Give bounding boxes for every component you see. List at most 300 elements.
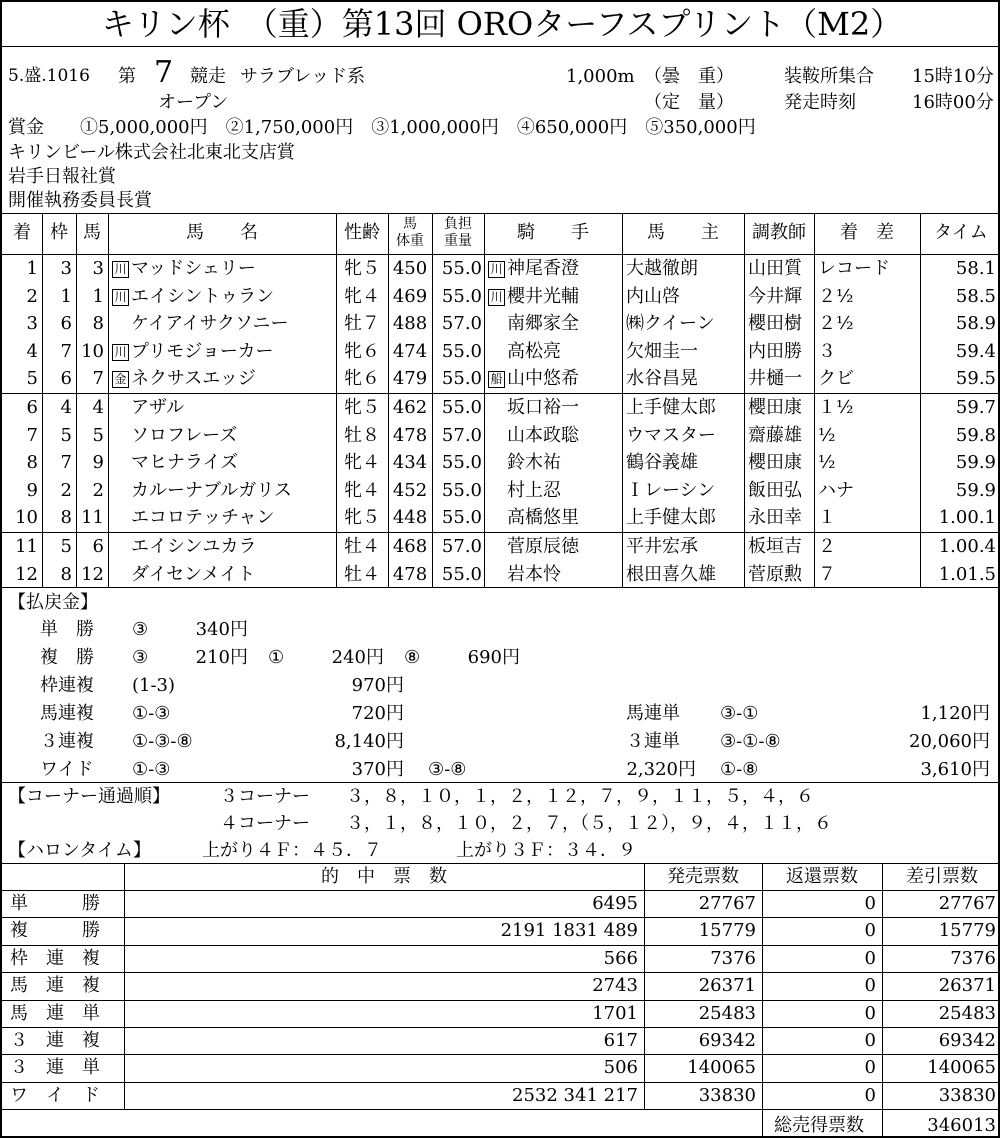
votes-net: 69342 (938, 1030, 996, 1051)
col-trainer: 調教師 (752, 222, 806, 243)
result-frame: 4 (60, 397, 72, 418)
payout-wide-combo-3: ①-⑧ (720, 759, 759, 780)
payout-umaren-combo: ①-③ (132, 703, 171, 724)
payout-fukusho-combo-2: ① (268, 647, 285, 668)
votes-hits: 506 (603, 1057, 638, 1079)
votes-row-border (2, 972, 998, 973)
prize-money: 賞金 ①5,000,000円 ②1,750,000円 ③1,000,000円 ④650,000円 ⑤350,000円 (8, 117, 756, 138)
votes-top-border (2, 863, 998, 864)
result-jockey-text: 菅原辰徳 (507, 536, 579, 557)
result-weight: 448 (392, 507, 428, 529)
result-weight: 468 (392, 536, 428, 557)
result-horse-text: ネクサスエッジ (131, 368, 256, 390)
result-sexage: 牝４ (344, 452, 380, 474)
votes-refund: 0 (864, 975, 876, 997)
result-burden: 55.0 (441, 563, 482, 585)
result-time: 59.5 (955, 368, 996, 390)
result-frame: 5 (60, 536, 72, 557)
result-weight: 434 (392, 452, 428, 474)
result-horse (112, 561, 336, 588)
result-rank: 7 (26, 424, 38, 446)
payout-wide-amount-2: 2,320円 (626, 759, 696, 780)
result-jockey (488, 310, 622, 337)
votes-refund: 0 (864, 1002, 876, 1024)
furlong-title: 【ハロンタイム】 (8, 840, 151, 861)
col-burden-top: 負担 (444, 216, 472, 232)
votes-refund: 0 (864, 920, 876, 942)
result-time: 58.5 (955, 285, 996, 307)
votes-net: 26371 (938, 975, 996, 997)
result-horse (112, 338, 336, 365)
payout-wide-amount-3: 3,610円 (920, 759, 990, 780)
result-sexage: 牡４ (344, 563, 380, 585)
result-jockey-text: 南郷家全 (507, 313, 579, 335)
breed: サラブレッド系 (240, 66, 366, 87)
result-horse-text: プリモジョーカー (131, 340, 274, 362)
votes-net: 7376 (950, 947, 996, 969)
votes-sold: 27767 (698, 893, 756, 914)
payout-umatan-label: 馬連単 (626, 703, 680, 724)
result-time: 1.00.1 (938, 507, 996, 529)
payout-fukusho-combo-3: ⑧ (404, 647, 421, 668)
result-margin: ２½ (818, 285, 854, 307)
result-weight: 450 (392, 258, 428, 279)
result-weight: 479 (392, 368, 428, 390)
result-jockey (488, 422, 622, 449)
payout-sanrentan-combo: ③-①-⑧ (720, 731, 781, 752)
col-sex-age: 性齢 (344, 222, 380, 243)
corner-title: 【コーナー通過順】 (8, 786, 170, 807)
votes-label: ３ 連 複 (10, 1030, 100, 1051)
track-condition: （曇 重） (644, 66, 734, 87)
result-jockey-text: 山本政聡 (507, 424, 579, 446)
votes-hits: 2743 (592, 975, 638, 997)
result-trainer: 櫻田樹 (748, 313, 802, 335)
result-horse-text: アザル (131, 397, 185, 418)
result-trainer: 櫻田康 (748, 452, 802, 474)
result-horse (112, 394, 336, 421)
payout-wide-amount-1: 370円 (351, 759, 404, 780)
sponsor-2: 岩手日報社賞 (8, 166, 116, 187)
result-sexage: 牝５ (344, 397, 380, 418)
weight-rule: （定 量） (644, 92, 734, 113)
result-horse (112, 533, 336, 560)
votes-refund: 0 (864, 893, 876, 914)
result-margin: ハナ (818, 479, 854, 501)
result-burden: 57.0 (441, 424, 482, 446)
result-trainer: 山田質 (748, 258, 802, 279)
result-jockey-text: 山中悠希 (507, 368, 579, 390)
affiliation-mark: 船 (488, 371, 505, 388)
sponsor-1: キリンビール株式会社北東北支店賞 (8, 142, 295, 163)
result-margin: １½ (818, 397, 854, 418)
result-horse (112, 422, 336, 449)
payout-umaren-label: 馬連複 (40, 703, 94, 724)
result-trainer: 菅原勲 (748, 563, 802, 585)
payout-fukusho-combo-1: ③ (132, 647, 149, 668)
result-rank: 8 (26, 452, 38, 474)
corner-4-label: ４コーナー (220, 813, 310, 834)
race-class: オープン (158, 92, 229, 113)
result-sexage: 牡８ (344, 424, 380, 446)
result-frame: 8 (60, 563, 72, 585)
result-trainer: 今井輝 (748, 285, 802, 307)
result-num: 5 (92, 424, 104, 446)
payout-umatan-combo: ③-① (720, 703, 759, 724)
votes-row-border (2, 1054, 998, 1055)
furlong-last-4f: 上がり４Ｆ：４５．７ (202, 840, 382, 861)
votes-refund: 0 (864, 947, 876, 969)
affiliation-mark: 川 (488, 261, 505, 278)
result-horse (112, 255, 336, 282)
result-horse-text: ダイセンメイト (131, 563, 256, 585)
result-horse (112, 365, 336, 392)
result-jockey-text: 坂口裕一 (507, 397, 579, 418)
distance: 1,000m (566, 66, 635, 87)
result-time: 59.4 (955, 340, 996, 362)
result-frame: 6 (60, 313, 72, 335)
result-jockey-text: 高橋悠里 (507, 507, 579, 529)
total-label: 総売得票数 (774, 1115, 864, 1136)
result-jockey (488, 255, 622, 282)
result-owner: ウマスター (626, 424, 716, 446)
result-jockey-text: 鈴木祐 (507, 452, 561, 474)
votes-sold: 25483 (698, 1002, 756, 1024)
result-jockey-text: 高松亮 (507, 340, 561, 362)
result-owner: ㈱クイーン (626, 313, 715, 335)
result-num: 8 (92, 313, 104, 335)
result-frame: 1 (60, 285, 72, 307)
result-sexage: 牡７ (344, 313, 380, 335)
result-trainer: 齋藤雄 (748, 424, 802, 446)
result-weight: 474 (392, 340, 428, 362)
result-weight: 478 (392, 563, 428, 585)
result-trainer: 井樋一 (748, 368, 802, 390)
result-owner: 大越徹朗 (626, 258, 698, 279)
result-weight: 478 (392, 424, 428, 446)
result-jockey-text: 神尾香澄 (507, 258, 579, 279)
votes-row-border (2, 1082, 998, 1083)
result-rank: 10 (15, 507, 38, 529)
col-horse: 馬 名 (186, 222, 258, 243)
result-sexage: 牝６ (344, 368, 380, 390)
col-weight-top: 馬 (403, 216, 417, 232)
col-frame: 枠 (50, 222, 68, 243)
result-sexage: 牝４ (344, 285, 380, 307)
votes-label: 馬 連 単 (10, 1002, 100, 1024)
payout-sanrentan-amount: 20,060円 (909, 731, 990, 752)
votes-col-sold: 発売票数 (667, 866, 739, 887)
result-weight: 462 (392, 397, 428, 418)
votes-row-border (2, 890, 998, 891)
payout-fukusho-amount-3: 690円 (467, 647, 520, 668)
votes-row-border (2, 945, 998, 946)
result-horse-text: エイシントゥラン (131, 285, 275, 307)
result-burden: 55.0 (441, 368, 482, 390)
result-rank: 4 (26, 340, 38, 362)
result-horse (112, 449, 336, 476)
votes-col-net: 差引票数 (906, 866, 978, 887)
result-time: 1.00.4 (938, 536, 996, 557)
result-weight: 469 (392, 285, 428, 307)
payout-sanrenpuku-combo: ①-③-⑧ (132, 731, 193, 752)
result-jockey (488, 449, 622, 476)
votes-col-refund: 返還票数 (786, 866, 858, 887)
result-horse-text: エイシンユカラ (131, 536, 257, 557)
start-label: 発走時刻 (784, 92, 856, 113)
result-sexage: 牝４ (344, 479, 380, 501)
votes-net: 27767 (938, 893, 996, 914)
votes-net: 140065 (927, 1057, 996, 1079)
col-jockey: 騎 手 (517, 222, 589, 243)
result-frame: 2 (60, 479, 72, 501)
result-trainer: 板垣吉 (748, 536, 802, 557)
affiliation-mark: 川 (488, 289, 505, 306)
result-time: 59.9 (955, 479, 996, 501)
result-trainer: 内田勝 (748, 340, 802, 362)
result-burden: 55.0 (441, 479, 482, 501)
votes-hits: 2532 341 217 (512, 1084, 638, 1106)
race-title: キリン杯 （重）第13回 OROターフスプリント（M2） (101, 5, 903, 43)
result-jockey-text: 村上忍 (507, 479, 561, 501)
payout-tansho-label: 単 勝 (40, 619, 94, 640)
total-value: 346013 (927, 1115, 996, 1136)
gather-time: 15時10分 (912, 66, 994, 87)
votes-label: 枠 連 複 (10, 947, 100, 969)
result-jockey (488, 338, 622, 365)
result-burden: 55.0 (441, 258, 482, 279)
votes-hits: 566 (603, 947, 638, 969)
result-horse-text: マヒナライズ (131, 452, 239, 474)
result-horse-text: マッドシェリー (131, 258, 256, 279)
result-trainer: 櫻田康 (748, 397, 802, 418)
result-margin: ２ (818, 536, 836, 557)
result-rank: 5 (26, 368, 38, 390)
col-num: 馬 (83, 222, 101, 243)
result-burden: 57.0 (441, 536, 482, 557)
result-jockey (488, 283, 622, 310)
votes-hits: 617 (603, 1030, 638, 1051)
results-top-border (2, 213, 998, 214)
result-jockey (488, 477, 622, 504)
affiliation-mark: 金 (112, 371, 129, 388)
result-horse (112, 283, 336, 310)
votes-label: ワ イ ド (10, 1084, 100, 1106)
result-num: 7 (92, 368, 104, 390)
result-owner: Ｉレーシン (626, 479, 716, 501)
votes-col-hits: 的 中 票 数 (321, 866, 447, 887)
result-sexage: 牝６ (344, 340, 380, 362)
result-sexage: 牝５ (344, 258, 380, 279)
votes-sold: 7376 (710, 947, 756, 969)
result-weight: 452 (392, 479, 428, 501)
col-weight-bottom: 体重 (396, 233, 424, 249)
votes-sold: 33830 (698, 1084, 756, 1106)
result-horse-text: カルーナブルガリス (131, 479, 292, 501)
race-number: 7 (154, 55, 174, 90)
result-time: 59.7 (955, 397, 996, 418)
result-margin: ７ (818, 563, 836, 585)
result-horse-text: ソロフレーズ (131, 424, 238, 446)
result-margin: クビ (818, 368, 854, 390)
result-trainer: 永田幸 (748, 507, 802, 529)
result-num: 4 (92, 397, 104, 418)
col-owner: 馬 主 (647, 222, 719, 243)
result-owner: 根田喜久雄 (626, 563, 716, 585)
payout-tansho-amount: 340円 (195, 619, 248, 640)
result-time: 58.9 (955, 313, 996, 335)
result-sexage: 牡４ (344, 536, 380, 557)
result-rank: 9 (26, 479, 38, 501)
result-frame: 7 (60, 452, 72, 474)
affiliation-mark: 川 (112, 344, 129, 361)
result-frame: 5 (60, 424, 72, 446)
votes-net: 25483 (938, 1002, 996, 1024)
votes-net: 33830 (938, 1084, 996, 1106)
result-trainer: 飯田弘 (748, 479, 802, 501)
result-num: 6 (92, 536, 104, 557)
result-time: 58.1 (955, 258, 996, 279)
corner-3-order: ３，８，１０，１，２，１２，７，９，１１，５，４，６ (346, 786, 814, 807)
result-horse (112, 477, 336, 504)
payout-fukusho-amount-2: 240円 (331, 647, 384, 668)
votes-label: 複 勝 (10, 920, 100, 942)
result-weight: 488 (392, 313, 428, 335)
result-horse (112, 504, 336, 531)
result-owner: 鶴谷義雄 (626, 452, 698, 474)
votes-label: 馬 連 複 (10, 975, 100, 997)
payout-wide-combo-2: ③-⑧ (428, 759, 467, 780)
result-owner: 内山啓 (626, 285, 680, 307)
result-time: 59.9 (955, 452, 996, 474)
votes-refund: 0 (864, 1084, 876, 1106)
result-jockey (488, 365, 622, 392)
payout-sanrenpuku-label: ３連複 (40, 731, 94, 752)
result-horse-text: ケイアイサクソニー (131, 313, 289, 335)
result-num: 1 (92, 285, 104, 307)
result-horse (112, 310, 336, 337)
result-margin: ½ (818, 424, 836, 446)
payout-bottom-border (2, 782, 998, 783)
result-jockey-text: 岩本怜 (507, 563, 561, 585)
start-time: 16時00分 (912, 92, 994, 113)
corner-3-label: ３コーナー (220, 786, 310, 807)
payout-sanrentan-label: ３連単 (626, 731, 680, 752)
result-frame: 7 (60, 340, 72, 362)
affiliation-mark: 川 (112, 289, 129, 306)
result-margin: ½ (818, 452, 836, 474)
payout-sanrenpuku-amount: 8,140円 (334, 731, 404, 752)
race-no-prefix: 第 (118, 66, 136, 87)
result-owner: 上手健太郎 (626, 397, 716, 418)
votes-label: 単 勝 (10, 893, 100, 914)
corner-4-order: ３，１，８，１０，２，７，（５，１２），９，４，１１，６ (346, 813, 832, 834)
result-jockey (488, 394, 622, 421)
sponsor-3: 開催執務委員長賞 (8, 190, 152, 211)
result-burden: 55.0 (441, 285, 482, 307)
payout-wakuren-label: 枠連複 (40, 675, 94, 696)
result-burden: 55.0 (441, 452, 482, 474)
result-margin: レコード (818, 258, 890, 279)
title-divider (2, 46, 998, 47)
payout-wide-label: ワイド (40, 759, 94, 780)
result-num: 12 (81, 563, 104, 585)
result-num: 2 (92, 479, 104, 501)
votes-hits: 6495 (592, 893, 638, 914)
result-burden: 55.0 (441, 397, 482, 418)
gather-label: 装鞍所集合 (784, 66, 874, 87)
votes-sold: 26371 (698, 975, 756, 997)
result-horse-text: エコロテッチャン (131, 507, 275, 529)
result-rank: 3 (26, 313, 38, 335)
votes-refund: 0 (864, 1057, 876, 1079)
payout-tansho-combo: ③ (132, 619, 149, 640)
result-jockey-text: 櫻井光輔 (507, 285, 579, 307)
race-id: 5.盛.1016 (8, 66, 90, 86)
result-burden: 55.0 (441, 507, 482, 529)
payout-fukusho-label: 複 勝 (40, 647, 94, 668)
votes-sold: 140065 (687, 1057, 756, 1079)
affiliation-mark: 川 (112, 261, 129, 278)
result-num: 11 (81, 507, 104, 529)
result-owner: 欠畑圭一 (626, 340, 698, 362)
result-time: 59.8 (955, 424, 996, 446)
result-frame: 6 (60, 368, 72, 390)
payout-wide-combo-1: ①-③ (132, 759, 171, 780)
votes-row-border (2, 917, 998, 918)
payout-title: 【払戻金】 (8, 592, 98, 613)
result-owner: 水谷昌晃 (626, 368, 698, 390)
result-frame: 3 (60, 258, 72, 279)
col-time: タイム (934, 222, 988, 243)
result-num: 9 (92, 452, 104, 474)
result-sexage: 牝５ (344, 507, 380, 529)
result-jockey (488, 504, 622, 531)
result-rank: 6 (26, 397, 38, 418)
payout-umaren-amount: 720円 (351, 703, 404, 724)
votes-hits: 1701 (592, 1002, 638, 1024)
payout-wakuren-combo: (1-3) (132, 675, 176, 696)
col-rank: 着 (13, 222, 31, 243)
col-burden-bottom: 重量 (444, 233, 472, 249)
payout-wakuren-amount: 970円 (351, 675, 404, 696)
result-burden: 57.0 (441, 313, 482, 335)
votes-label: ３ 連 単 (10, 1057, 100, 1079)
result-rank: 1 (26, 258, 38, 279)
votes-refund: 0 (864, 1030, 876, 1051)
result-time: 1.01.5 (938, 563, 996, 585)
furlong-last-3f: 上がり３Ｆ：３４．９ (456, 840, 636, 861)
result-frame: 8 (60, 507, 72, 529)
race-no-suffix: 競走 (190, 66, 226, 87)
result-rank: 11 (15, 536, 38, 557)
votes-sold: 15779 (698, 920, 756, 942)
result-rank: 2 (26, 285, 38, 307)
votes-net: 15779 (938, 920, 996, 942)
payout-fukusho-amount-1: 210円 (195, 647, 248, 668)
result-owner: 平井宏承 (626, 536, 698, 557)
votes-row-border (2, 1027, 998, 1028)
result-owner: 上手健太郎 (626, 507, 716, 529)
votes-bottom-border (2, 1109, 998, 1110)
result-rank: 12 (15, 563, 38, 585)
result-jockey (488, 561, 622, 588)
result-num: 3 (92, 258, 104, 279)
col-margin: 着 差 (840, 222, 894, 243)
result-jockey (488, 533, 622, 560)
result-num: 10 (81, 340, 104, 362)
votes-sold: 69342 (698, 1030, 756, 1051)
